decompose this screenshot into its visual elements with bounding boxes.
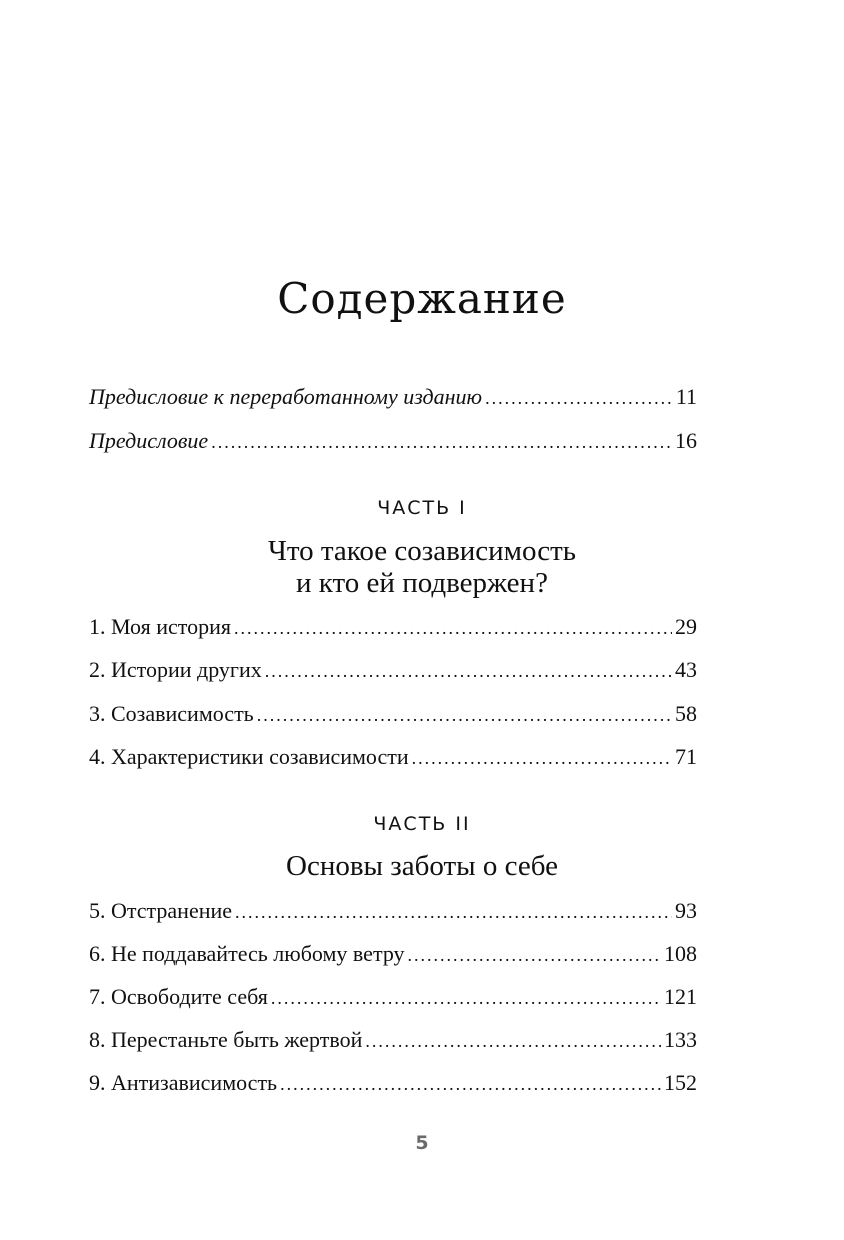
toc-entry-label: 6. Не поддавайтесь любому ветру (89, 941, 405, 966)
toc-entry-page: 29 (675, 614, 697, 639)
page-number: 5 (415, 1132, 429, 1154)
toc-entry-label: 3. Созависимость (89, 701, 254, 726)
toc-entry[interactable] (89, 426, 697, 456)
toc-entry[interactable] (89, 612, 697, 642)
part-title-line: Что такое созависимость (267, 535, 577, 567)
toc-entry-label: 9. Антизависимость (89, 1070, 278, 1095)
toc-entry-label: Предисловие (89, 428, 209, 453)
page-title: Содержание (277, 274, 567, 324)
toc-entry[interactable] (89, 1025, 697, 1055)
toc-entry-label: 5. Отстранение (89, 898, 233, 923)
dot-leader (408, 940, 661, 970)
toc-entry-page: 108 (664, 941, 697, 966)
dot-leader (257, 700, 672, 730)
toc-entry-label: 7. Освободите себя (89, 984, 268, 1009)
toc-entry-page: 58 (675, 701, 697, 726)
dot-leader (234, 613, 672, 643)
dot-leader (271, 983, 661, 1013)
toc-entry-page: 152 (664, 1070, 697, 1095)
toc-entry-label: Предисловие к переработанному изданию (89, 384, 483, 409)
toc-entry-page: 121 (664, 984, 697, 1009)
dot-leader (235, 897, 672, 927)
toc-entry-label: 2. Истории других (89, 657, 262, 682)
toc-entry-page: 133 (664, 1027, 697, 1052)
dot-leader (280, 1069, 661, 1099)
toc-entry-page: 93 (675, 898, 697, 923)
toc-entry[interactable] (89, 699, 697, 729)
toc-entry-label: 4. Характеристики созависимости (89, 744, 409, 769)
dot-leader (265, 656, 672, 686)
toc-entry-page: 71 (675, 744, 697, 769)
toc-entry[interactable] (89, 939, 697, 969)
toc-entry[interactable] (89, 382, 697, 412)
toc-entry[interactable] (89, 742, 697, 772)
toc-entry-page: 43 (675, 657, 697, 682)
toc-entry[interactable] (89, 982, 697, 1012)
dot-leader (485, 383, 673, 413)
dot-leader (211, 427, 672, 457)
dot-leader (365, 1026, 661, 1056)
toc-entry[interactable] (89, 655, 697, 685)
toc-entry-page: 11 (675, 384, 697, 409)
part-label: ЧАСТЬ II (373, 813, 471, 835)
toc-entry[interactable] (89, 1068, 697, 1098)
toc-entry-label: 1. Моя история (89, 614, 231, 639)
toc-entry[interactable] (89, 896, 697, 926)
toc-entry-page: 16 (675, 428, 697, 453)
part-label: ЧАСТЬ I (377, 497, 467, 519)
toc-entry-label: 8. Перестаньте быть жертвой (89, 1027, 363, 1052)
part-title-line: Основы заботы о себе (286, 850, 558, 882)
part-title-line: и кто ей подвержен? (296, 567, 548, 599)
dot-leader (412, 743, 672, 773)
